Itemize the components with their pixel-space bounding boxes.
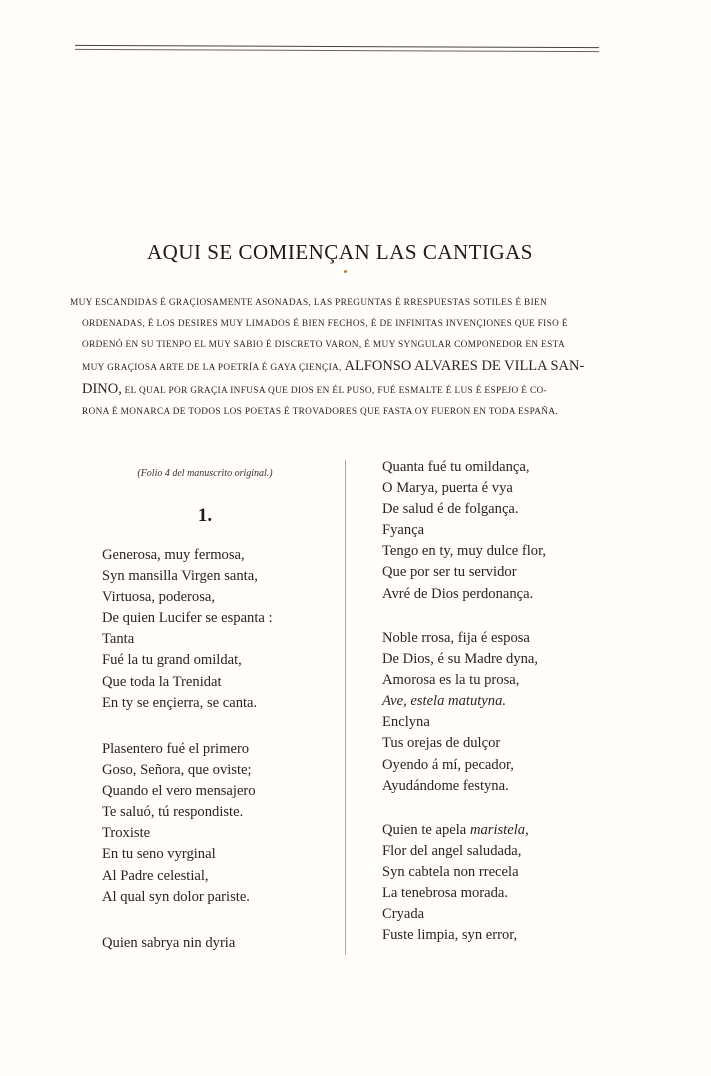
intro-line: ORDENÓ EN SU TIENPO EL MUY SABIO É DISCRETO VARON, É MUY SYNGULAR COMPONEDOR EN ESTA [82, 340, 566, 350]
intro-line [70, 356, 610, 379]
verse-line: De quien Lucifer se espanta : [102, 610, 273, 627]
verse-line: Enclyna [382, 714, 430, 731]
verse-line: Avré de Dios perdonança. [382, 585, 534, 602]
intro-text: EL QUAL POR GRAÇIA INFUSA QUE DIOS EN ÉL PUSO, FUÉ ESMALTE É LUS É ESPEJO É CO- [124, 386, 548, 396]
verse-line: Fuste limpia, syn error, [382, 927, 518, 944]
intro-line: RONA É MONARCA DE TODOS LOS POETAS É TROVADORES QUE FASTA OY FUERON EN TODA ESPAÑA. [82, 407, 559, 417]
verse-line: En ty se ençierra, se canta. [102, 694, 258, 711]
verse-line: Fué la tu grand omildat, [102, 652, 242, 669]
verse-line: Tengo en ty, muy dulce flor, [382, 543, 547, 560]
verse-line: Syn cabtela non rrecela [382, 864, 519, 881]
stanza [382, 457, 546, 605]
verse-line: Goso, Señora, que oviste; [102, 762, 252, 779]
verse-line: Flor del angel saludada, [382, 843, 522, 860]
verse-line: Virtuosa, poderosa, [102, 589, 216, 606]
verse-line: Quanta fué tu omildança, [382, 459, 530, 475]
verse-line: Te saluó, tú respondiste. [102, 804, 244, 821]
verse-line: Amorosa es la tu prosa, [382, 672, 520, 689]
page-title: AQUI SE COMIENÇAN LAS CANTIGAS [146, 240, 533, 264]
poem-number: 1. [197, 505, 213, 526]
verse-line: Tus orejas de dulçor [382, 735, 501, 752]
stanza [382, 820, 529, 947]
verse-line: Troxiste [102, 825, 151, 842]
verse-line: Fyança [382, 522, 425, 539]
verse-line: Ave, estela matutyna. [382, 693, 507, 710]
stanza [382, 628, 538, 797]
folio-note: (Folio 4 del manuscrito original.) [137, 468, 273, 479]
intro-paragraph [70, 293, 610, 423]
stanza [102, 545, 273, 714]
verse-line: Tanta [102, 631, 135, 648]
author-name: ALFONSO ALVARES DE VILLA SAN- [344, 358, 585, 374]
verse-text: Quien te apela [382, 822, 467, 838]
ornament-dot [344, 270, 347, 273]
verse-line: De salud é de folgança. [382, 501, 519, 518]
verse-italic: maristela [469, 822, 526, 838]
verse-line: O Marya, puerta é vya [382, 480, 513, 497]
verse-line: Al Padre celestial, [102, 867, 209, 884]
stanza [102, 933, 235, 954]
verse-line: En tu seno vyrginal [102, 846, 216, 863]
stanza [102, 739, 256, 908]
verse-line: Noble rrosa, fija é esposa [382, 630, 530, 646]
verse-line: Que toda la Trenidat [102, 673, 222, 690]
verse-line: Ayudándome festyna. [382, 777, 509, 794]
verse-line: Syn mansilla Virgen santa, [102, 568, 258, 585]
intro-text: MUY GRAÇIOSA ARTE DE LA POETRÍA É GAYA ÇIENÇIA, [82, 363, 342, 373]
column-divider [345, 460, 346, 955]
intro-line: MUY ESCANDIDAS É GRAÇIOSAMENTE ASONADAS, LAS PREGUNTAS É RRESPUESTAS SOTILES É BIEN [70, 298, 548, 308]
verse-line: Generosa, muy fermosa, [102, 547, 245, 563]
verse-line: Quando el vero mensajero [102, 783, 256, 800]
verse-line: Plasentero fué el primero [102, 741, 250, 757]
verse-line: Al qual syn dolor pariste. [102, 888, 250, 905]
verse-line: Quien sabrya nin dyria [102, 935, 236, 951]
verse-line: La tenebrosa morada. [382, 885, 509, 902]
verse-line: De Dios, é su Madre dyna, [382, 651, 539, 668]
header-rule-thin [75, 49, 599, 52]
verse-line: Oyendo á mí, pecador, [382, 756, 514, 773]
verse-punct: , [525, 822, 529, 838]
verse-line [382, 820, 529, 841]
verse-line: Cryada [382, 906, 425, 923]
verse-line: Que por ser tu servidor [382, 564, 517, 581]
intro-line [70, 379, 610, 402]
header-rule [75, 45, 599, 48]
author-name-end: DINO, [82, 381, 122, 397]
intro-line: ORDENADAS, É LOS DESIRES MUY LIMADOS É BIEN FECHOS, É DE INFINITAS INVENÇIONES QUE FISO É [82, 319, 568, 329]
